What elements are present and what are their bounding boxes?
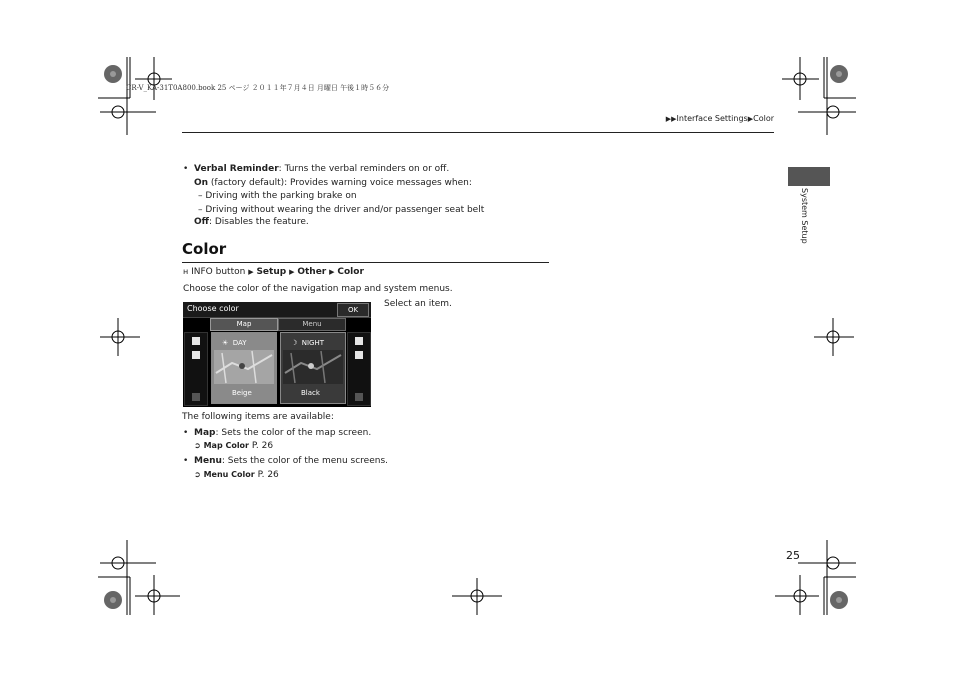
map-color-ref-label[interactable]: Map Color xyxy=(203,441,249,450)
off-line xyxy=(194,217,309,227)
list-item-menu xyxy=(183,456,388,466)
off-term: Off xyxy=(194,217,209,227)
beige-label: Beige xyxy=(232,389,252,397)
bullet-icon: • xyxy=(183,164,195,174)
section-tab-marker xyxy=(788,167,830,186)
day-label: DAY xyxy=(232,339,247,347)
preset-button[interactable] xyxy=(355,351,363,359)
menu-term: Menu xyxy=(194,456,222,466)
verbal-reminder-term: Verbal Reminder xyxy=(194,164,279,174)
tab-map[interactable]: Map xyxy=(210,318,278,331)
menu-desc: : Sets the color of the menu screens. xyxy=(221,456,388,466)
info-button-icon: ʜ xyxy=(183,267,189,276)
map-term: Map xyxy=(194,428,216,438)
preset-button[interactable] xyxy=(192,351,200,359)
triangle-right-icon: ▶ xyxy=(289,268,295,276)
night-option xyxy=(291,339,324,347)
reference-arrow-icon: ➲ xyxy=(194,441,201,450)
verbal-reminder-item xyxy=(183,164,449,174)
left-preset-column xyxy=(184,332,208,406)
triangle-right-icon: ▶ xyxy=(248,268,254,276)
page-number: 25 xyxy=(786,549,800,562)
dash-item-1: – Driving with the parking brake on xyxy=(198,191,357,201)
night-label: NIGHT xyxy=(301,339,324,347)
choose-color-screenshot xyxy=(183,302,371,407)
triangle-right-icon: ▶ xyxy=(747,115,754,123)
breadcrumb xyxy=(666,114,774,123)
right-preset-column xyxy=(347,332,371,406)
day-map-preview[interactable] xyxy=(211,332,277,404)
triangle-right-icon: ▶▶ xyxy=(665,115,677,123)
screen-titlebar xyxy=(183,302,371,318)
on-line xyxy=(194,178,472,188)
verbal-reminder-desc: : Turns the verbal reminders on or off. xyxy=(278,164,450,174)
screen-title: Choose color xyxy=(187,304,239,313)
preset-button[interactable] xyxy=(192,337,200,345)
dash-item-2: – Driving without wearing the driver and/or passenger seat belt xyxy=(198,205,485,215)
path-other: Other xyxy=(297,267,327,277)
preset-button[interactable] xyxy=(192,393,200,401)
preset-button[interactable] xyxy=(355,337,363,345)
side-tab-label: System Setup xyxy=(800,188,809,244)
menu-color-reference[interactable] xyxy=(194,470,279,480)
bullet-icon: • xyxy=(183,428,195,438)
night-map-preview[interactable] xyxy=(280,332,346,404)
on-term: On xyxy=(194,178,209,188)
bullet-icon: • xyxy=(183,456,195,466)
map-desc: : Sets the color of the map screen. xyxy=(215,428,372,438)
preset-button[interactable] xyxy=(355,393,363,401)
tab-menu[interactable]: Menu xyxy=(278,318,346,331)
day-option xyxy=(222,339,247,347)
path-setup: Setup xyxy=(256,267,287,277)
map-color-ref-page[interactable]: P. 26 xyxy=(251,441,274,451)
section-title: Color xyxy=(182,240,227,258)
path-info-button: INFO button xyxy=(191,267,246,277)
navigation-path xyxy=(183,267,364,277)
list-item-map xyxy=(183,428,371,438)
menu-color-ref-page[interactable]: P. 26 xyxy=(257,470,279,480)
available-text: The following items are available: xyxy=(182,412,334,422)
sun-icon: ☀ xyxy=(222,339,229,347)
triangle-right-icon: ▶ xyxy=(329,268,335,276)
ok-button[interactable]: OK xyxy=(337,303,369,317)
black-label: Black xyxy=(301,389,320,397)
off-desc: : Disables the feature. xyxy=(208,217,309,227)
intro-text: Choose the color of the navigation map and system menus. xyxy=(183,284,453,294)
menu-color-ref-label[interactable]: Menu Color xyxy=(203,470,255,479)
map-color-reference[interactable] xyxy=(194,441,273,451)
reference-arrow-icon: ➲ xyxy=(194,470,201,479)
moon-icon: ☽ xyxy=(291,339,298,347)
breadcrumb-color: Color xyxy=(753,114,774,123)
section-rule xyxy=(182,262,549,263)
on-desc: (factory default): Provides warning voice messages when: xyxy=(208,178,472,188)
breadcrumb-interface-settings: Interface Settings xyxy=(676,114,748,123)
path-color: Color xyxy=(337,267,364,277)
header-rule xyxy=(182,132,774,133)
screen-caption: Select an item. xyxy=(384,299,452,309)
file-header: CR-V_KA-31T0A800.book 25 ページ ２０１１年７月４日 月曜日 午後１時５６分 xyxy=(126,84,390,92)
